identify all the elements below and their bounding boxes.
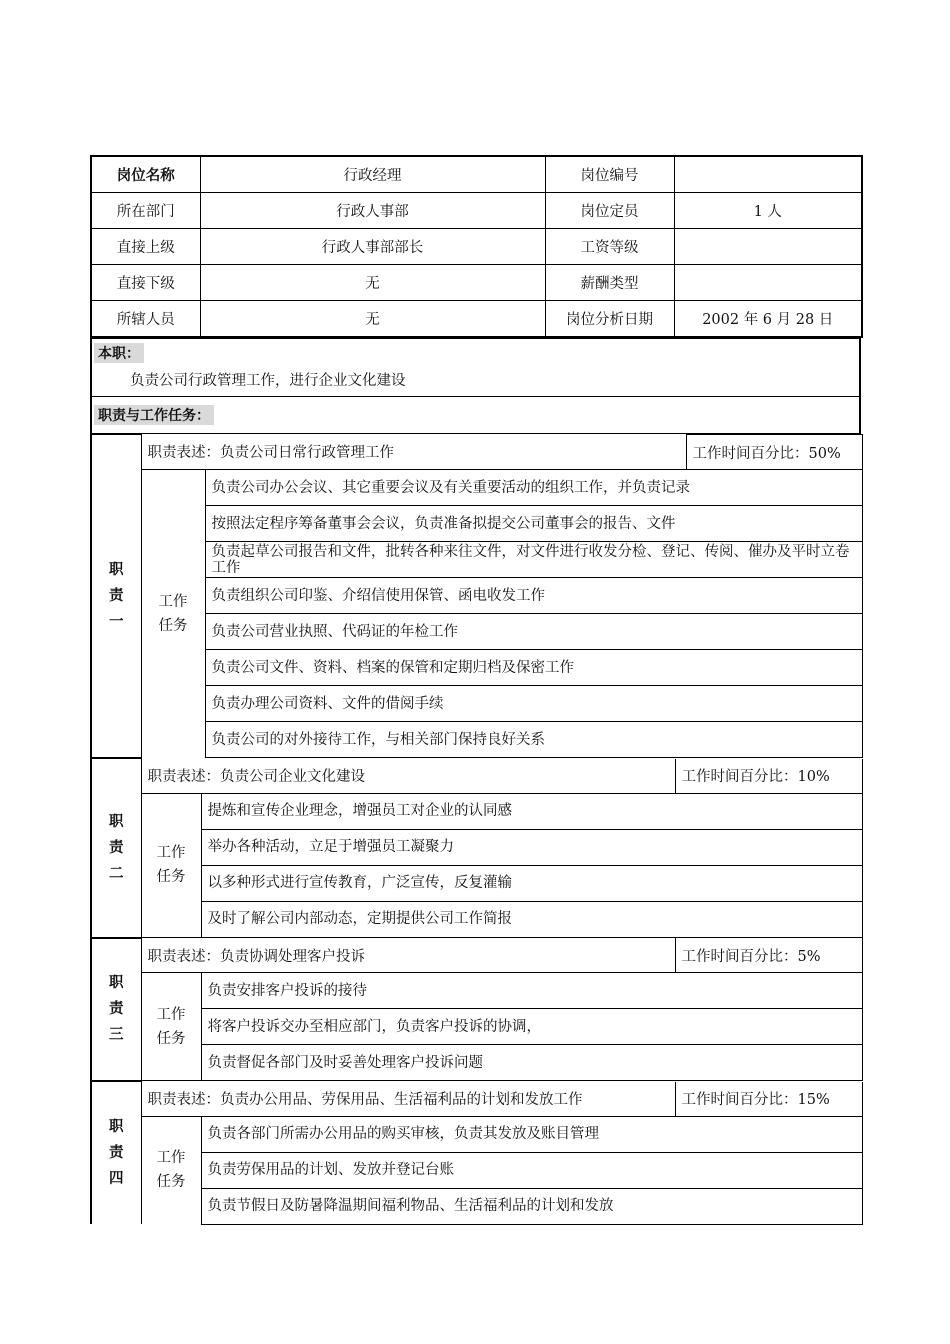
task-item: 负责办理公司资料、文件的借阅手续 [205,686,862,722]
task-item: 按照法定程序筹备董事会会议，负责准备拟提交公司董事会的报告、文件 [205,506,862,542]
task-item: 负责督促各部门及时妥善处理客户投诉问题 [201,1045,862,1081]
info-row [91,229,862,265]
duty-table-2 [90,758,863,938]
duty-description: 职责表述：负责公司日常行政管理工作 [141,435,686,470]
basic-info-table [90,155,863,338]
duty-time-percent: 工作时间百分比：15% [675,1082,862,1117]
duty-description: 职责表述：负责办公用品、劳保用品、生活福利品的计划和发放工作 [141,1082,675,1117]
job-description-document [90,155,861,1225]
duty-table-4 [90,1081,863,1225]
duty-label-text: 职责三 [109,975,124,1044]
task-item: 举办各种活动，立足于增强员工凝聚力 [201,829,862,865]
task-label [141,1116,201,1224]
task-item: 负责公司的对外接待工作，与相关部门保持良好关系 [205,722,862,758]
info-row [91,193,862,229]
duty-time-percent: 工作时间百分比：50% [686,435,862,470]
info-label: 所在部门 [91,193,200,229]
task-item: 负责公司文件、资料、档案的保管和定期归档及保密工作 [205,650,862,686]
task-item: 负责公司办公会议、其它重要会议及有关重要活动的组织工作，并负责记录 [205,470,862,506]
task-item: 负责组织公司印鉴、介绍信使用保管、函电收发工作 [205,578,862,614]
info-label: 岗位分析日期 [545,301,674,338]
benzhi-text: 负责公司行政管理工作，进行企业文化建设 [130,373,406,389]
task-label-text: 工作任务 [158,593,188,634]
task-item: 负责节假日及防暑降温期间福利物品、生活福利品的计划和发放 [201,1188,862,1224]
duty-label [91,435,141,758]
info-label: 工资等级 [545,229,674,265]
duty-label-text: 职责二 [109,813,124,882]
duty-time-percent: 工作时间百分比：5% [675,938,862,973]
info-row [91,156,862,193]
duties-heading-cell [91,397,860,434]
info-label: 直接上级 [91,229,200,265]
duty-label-text: 职责四 [109,1119,124,1187]
task-item: 以多种形式进行宣传教育，广泛宣传，反复灌输 [201,865,862,901]
task-label-text: 工作任务 [156,845,186,885]
task-item: 及时了解公司内部动态，定期提供公司工作简报 [201,901,862,937]
task-item: 提炼和宣传企业理念，增强员工对企业的认同感 [201,793,862,829]
info-value: 2002 年 6 月 28 日 [674,301,862,338]
task-label [141,470,205,758]
info-value: 无 [200,301,545,338]
info-label: 薪酬类型 [545,265,674,301]
info-label: 所辖人员 [91,301,200,338]
task-label-text: 工作任务 [156,1006,186,1047]
task-label [141,973,201,1081]
info-label: 岗位名称 [91,156,200,193]
info-value: 行政人事部 [200,193,545,229]
info-label: 岗位编号 [545,156,674,193]
duty-label-text: 职责一 [109,562,124,630]
info-value [674,265,862,301]
benzhi-cell [91,339,860,397]
task-item: 负责公司营业执照、代码证的年检工作 [205,614,862,650]
info-value: 1 人 [674,193,862,229]
duties-heading: 职责与工作任务： [94,405,214,425]
duty-time-percent: 工作时间百分比：10% [675,759,862,794]
info-value [674,229,862,265]
duty-table-3 [90,938,863,1082]
task-item: 负责安排客户投诉的接待 [201,973,862,1009]
info-row [91,301,862,338]
info-label: 直接下级 [91,265,200,301]
duty-label [91,759,141,938]
task-label [141,793,201,937]
info-value: 行政人事部部长 [200,229,545,265]
info-label: 岗位定员 [545,193,674,229]
duty-label [91,1082,141,1225]
info-value [674,156,862,193]
duty-label [91,938,141,1081]
duty-description: 职责表述：负责公司企业文化建设 [141,759,675,794]
benzhi-heading: 本职： [94,343,144,363]
benzhi-table [90,338,861,434]
task-label-text: 工作任务 [156,1150,186,1191]
duty-description: 职责表述：负责协调处理客户投诉 [141,938,675,973]
info-value: 行政经理 [200,156,545,193]
info-value: 无 [200,265,545,301]
task-item: 负责起草公司报告和文件，批转各种来往文件，对文件进行收发分检、登记、传阅、催办及平时立卷工作 [205,542,862,578]
info-row [91,265,862,301]
task-item: 负责劳保用品的计划、发放并登记台账 [201,1152,862,1188]
task-item: 将客户投诉交办至相应部门，负责客户投诉的协调， [201,1009,862,1045]
task-item: 负责各部门所需办公用品的购买审核，负责其发放及账目管理 [201,1116,862,1152]
duty-table-1 [90,434,863,758]
